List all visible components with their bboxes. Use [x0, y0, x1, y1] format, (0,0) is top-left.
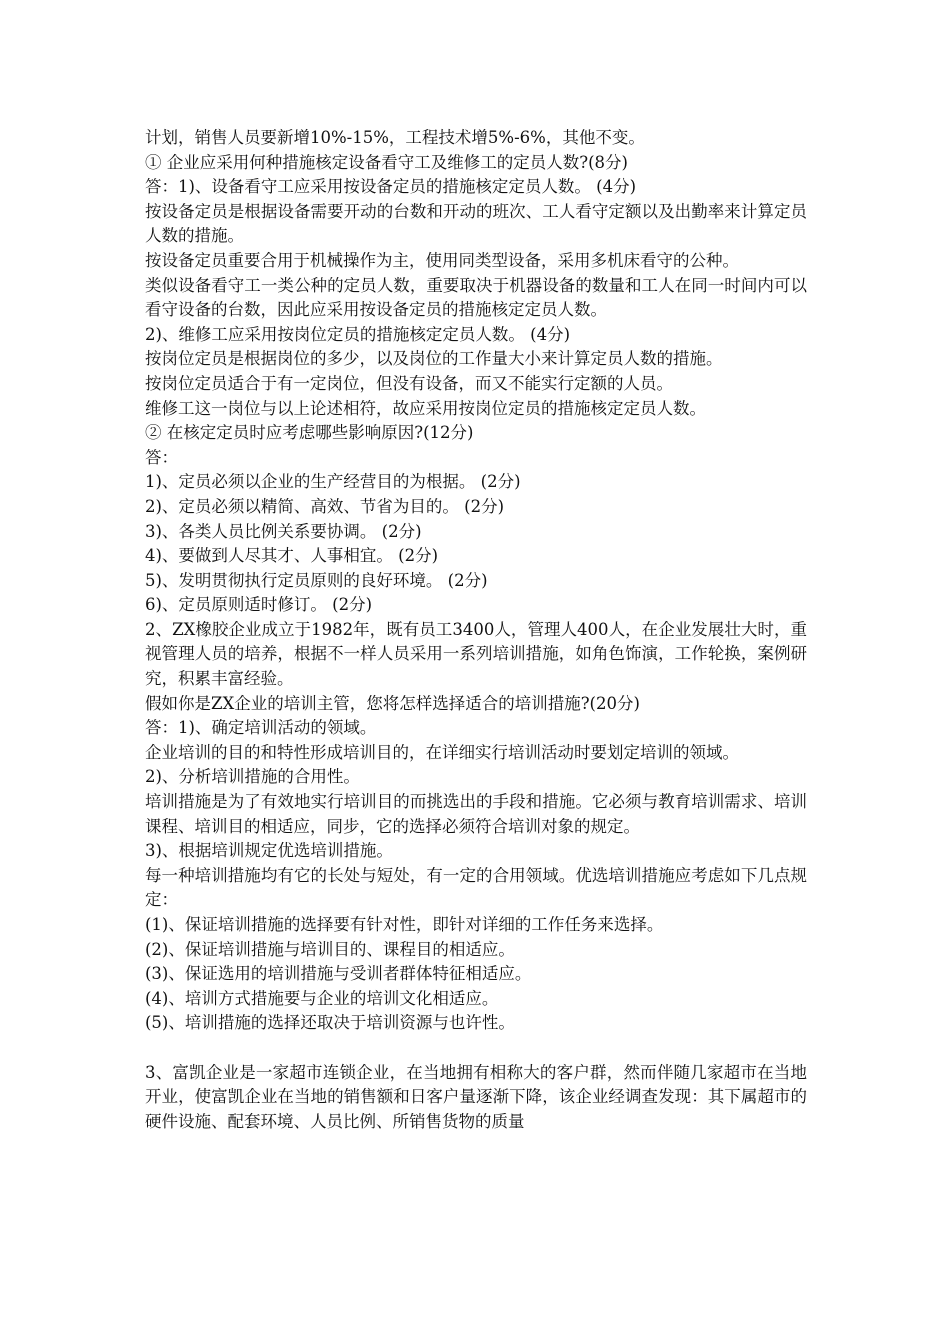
- paragraph: (2)、保证培训措施与培训目的、课程目的相适应。: [145, 939, 515, 959]
- paragraph: (4)、培训方式措施要与企业的培训文化相适应。: [145, 988, 499, 1008]
- paragraph: 2)、定员必须以精简、高效、节省为目的。 (2分): [145, 496, 505, 516]
- paragraph: 按设备定员重要合用于机械操作为主，使用同类型设备，采用多机床看守的公种。: [145, 250, 739, 270]
- paragraph: 2)、分析培训措施的合用性。: [145, 767, 360, 787]
- paragraph: 企业培训的目的和特性形成培训目的，在详细实行培训活动时要划定培训的领域。: [145, 742, 739, 762]
- paragraph: (5)、培训措施的选择还取决于培训资源与也许性。: [145, 1013, 515, 1033]
- paragraph: 计划，销售人员要新增10%-15%，工程技术增5%-6%，其他不变。: [145, 128, 645, 147]
- paragraph: 每一种培训措施均有它的长处与短处，有一定的合用领域。优选培训措施应考虑如下几点规定：: [145, 865, 807, 910]
- document-page: [145, 126, 807, 1134]
- paragraph: 4)、要做到人尽其才、人事相宜。 (2分): [145, 546, 439, 566]
- paragraph: 6)、定员原则适时修订。 (2分): [145, 595, 373, 615]
- paragraph: 2、ZX橡胶企业成立于1982年，既有员工3400人，管理人400人，在企业发展壮大时，重视管理人员的培养，根据不一样人员采用一系列培训措施，如角色饰演，工作轮换，案例研究，积累丰富经验。: [145, 619, 807, 689]
- paragraph: 3)、根据培训规定优选培训措施。: [145, 841, 393, 861]
- paragraph: 2)、维修工应采用按岗位定员的措施核定定员人数。 (4分): [145, 324, 571, 344]
- paragraph: 维修工这一岗位与以上论述相符，故应采用按岗位定员的措施核定定员人数。: [145, 398, 706, 418]
- paragraph: 按岗位定员适合于有一定岗位，但没有设备，而又不能实行定额的人员。: [145, 373, 673, 393]
- paragraph: ② 在核定定员时应考虑哪些影响原因?(12分): [145, 423, 474, 443]
- paragraph: 3)、各类人员比例关系要协调。 (2分): [145, 521, 422, 541]
- paragraph: (3)、保证选用的培训措施与受训者群体特征相适应。: [145, 964, 532, 984]
- paragraph: 答：1)、确定培训活动的领域。: [145, 718, 377, 738]
- paragraph: 培训措施是为了有效地实行培训目的而挑选出的手段和措施。它必须与教育培训需求、培训课程、培训目的相适应，同步，它的选择必须符合培训对象的规定。: [145, 792, 807, 836]
- paragraph: 类似设备看守工一类公种的定员人数，重要取决于机器设备的数量和工人在同一时间内可以看守设备的台数，因此应采用按设备定员的措施核定定员人数。: [145, 275, 807, 320]
- paragraph: 答：: [145, 447, 178, 467]
- paragraph: (1)、保证培训措施的选择要有针对性，即针对详细的工作任务来选择。: [145, 915, 664, 934]
- paragraph: 答：1)、设备看守工应采用按设备定员的措施核定定员人数。 (4分): [145, 177, 637, 197]
- paragraph: 假如你是ZX企业的培训主管，您将怎样选择适合的培训措施?(20分): [145, 693, 640, 713]
- paragraph: 按设备定员是根据设备需要开动的台数和开动的班次、工人看守定额以及出勤率来计算定员人数的措施。: [145, 201, 807, 246]
- blank-line: [145, 1036, 807, 1061]
- paragraph: 1)、定员必须以企业的生产经营目的为根据。 (2分): [145, 472, 521, 492]
- paragraph: 按岗位定员是根据岗位的多少，以及岗位的工作量大小来计算定员人数的措施。: [145, 349, 723, 369]
- paragraph: ① 企业应采用何种措施核定设备看守工及维修工的定员人数?(8分): [145, 152, 628, 172]
- paragraph: 5)、发明贯彻执行定员原则的良好环境。 (2分): [145, 570, 488, 590]
- paragraph: 3、富凯企业是一家超市连锁企业，在当地拥有相称大的客户群，然而伴随几家超市在当地开业，使富凯企业在当地的销售额和日客户量逐渐下降，该企业经调查发现：其下属超市的硬件设施、配套环境、人员比例、所销售货物的质量: [145, 1062, 807, 1131]
